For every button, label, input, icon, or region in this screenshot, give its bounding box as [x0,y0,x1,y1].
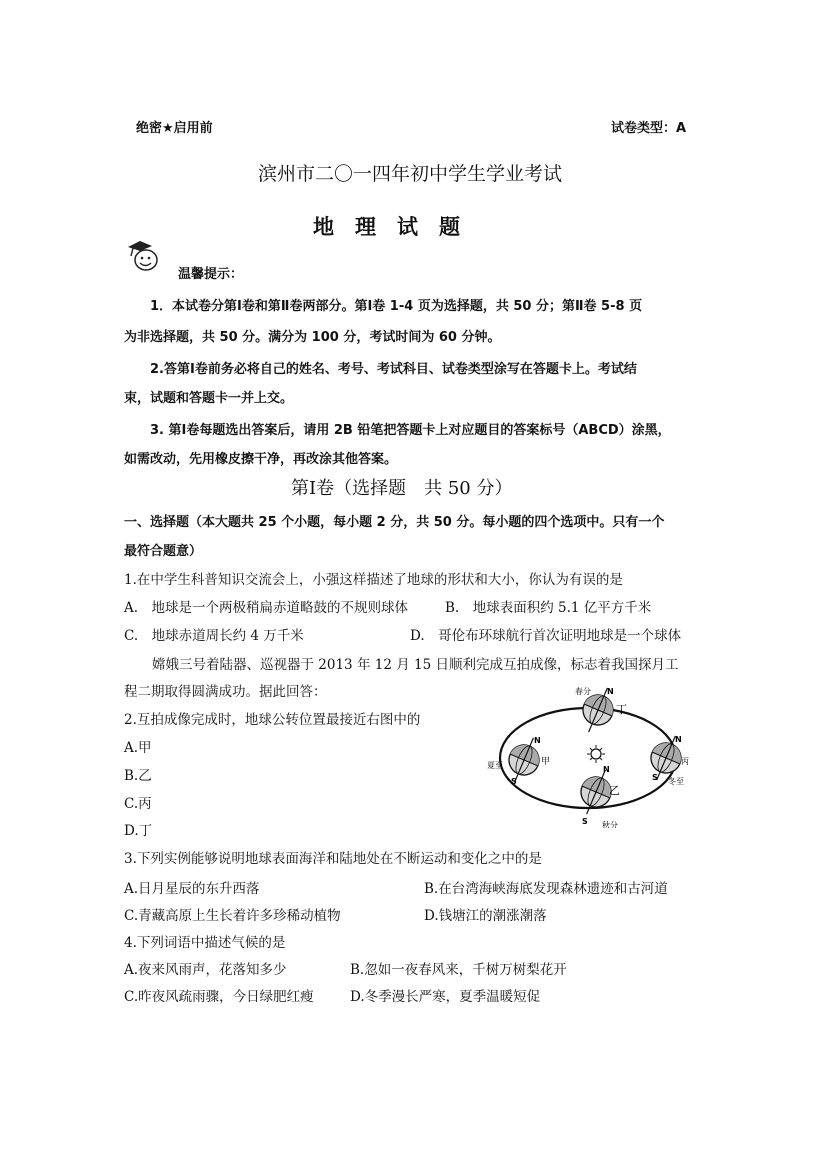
q4-option-c: C.昨夜风疏雨骤，今日绿肥红瘦 [124,989,314,1005]
q4-stem: 4.下列词语中描述气候的是 [124,935,286,951]
q2-option-c: C.丙 [124,796,152,812]
label-yi: 乙 [609,784,620,797]
tip-1-line-2: 为非选择题，共 50 分。满分为 100 分，考试时间为 60 分钟。 [124,330,501,345]
q2-stem: 2.互拍成像完成时，地球公转位置最接近右图中的 [124,712,421,728]
tip-2-line-1: 2.答第Ⅰ卷前务必将自己的姓名、考号、考试科目、试卷类型涂写在答题卡上。考试结 [150,362,637,377]
south-label-bing: S [652,773,658,782]
north-label-bing: N [675,735,682,744]
north-label-yi: N [603,765,610,774]
q3-option-d: D.钱塘江的潮涨潮落 [424,908,547,924]
earth-orbit-diagram [478,680,698,828]
label-summer: 夏至 [487,761,503,770]
q3-option-a: A.日月星辰的东升西落 [124,881,260,897]
q2-option-a: A.甲 [124,740,152,756]
south-label-jia: S [511,777,517,786]
section-title: 第Ⅰ卷（选择题 共 50 分） [291,478,513,499]
q1-stem: 1.在中学生科普知识交流会上，小强这样描述了地球的形状和大小，你认为有误的是 [124,572,623,588]
label-bing: 丙 [681,757,689,766]
north-label-jia: N [534,736,541,745]
q3-stem: 3.下列实例能够说明地球表面海洋和陆地处在不断运动和变化之中的是 [124,851,542,867]
south-label-yi: S [582,817,588,826]
passage-line-2: 程二期取得圆满成功。据此回答： [124,684,327,700]
q4-option-d: D.冬季漫长严寒，夏季温暖短促 [350,989,541,1005]
confidential-label: 绝密★启用前 [136,121,213,136]
subject-title: 地 理 试 题 [313,215,460,239]
tip-3-line-2: 如需改动，先用橡皮擦干净，再改涂其他答案。 [124,452,398,467]
label-autumn: 秋分 [602,821,618,828]
smiley-graduate-icon [124,238,166,274]
label-ding: 丁 [616,703,627,716]
q1-option-b: B. 地球表面积约 5.1 亿平方千米 [445,600,652,616]
q1-option-a: A. 地球是一个两极稍扁赤道略鼓的不规则球体 [124,600,409,616]
q3-option-c: C.青藏高原上生长着许多珍稀动植物 [124,908,341,924]
label-spring: 春分 [575,687,591,696]
sun-icon [587,745,605,763]
q1-option-c: C. 地球赤道周长约 4 万千米 [124,628,304,644]
tips-heading: 温馨提示： [178,267,244,282]
part-heading-line-1: 一、选择题（本大题共 25 个小题，每小题 2 分，共 50 分。每小题的四个选项中。只有一个 [124,515,665,530]
q1-option-d: D. 哥伦布环球航行首次证明地球是一个球体 [410,628,682,644]
tip-2-line-2: 束，试题和答题卡一并上交。 [124,391,294,406]
label-jia: 甲 [541,757,551,767]
q4-option-a: A.夜来风雨声，花落知多少 [124,962,287,978]
q2-option-b: B.乙 [124,768,152,784]
exam-title: 滨州市二〇一四年初中学生学业考试 [258,163,563,185]
tip-3-line-1: 3. 第Ⅰ卷每题选出答案后，请用 2B 铅笔把答题卡上对应题目的答案标号（ABCD）涂黑， [150,423,671,438]
q2-option-d: D.丁 [124,823,153,839]
label-winter: 冬至 [668,777,684,786]
paper-type-label: 试卷类型：A [611,121,687,136]
passage-line-1: 嫦娥三号着陆器、巡视器于 2013 年 12 月 15 日顺利完成互拍成像，标志着我国探月工 [152,657,679,673]
tip-1-line-1: 1．本试卷分第Ⅰ卷和第Ⅱ卷两部分。第Ⅰ卷 1-4 页为选择题，共 50 分；第Ⅱ卷 5-8 页 [150,299,643,314]
part-heading-line-2: 最符合题意） [124,544,203,559]
q3-option-b: B.在台湾海峡海底发现森林遗迹和古河道 [424,881,668,897]
north-label-ding: N [607,687,614,696]
q4-option-b: B.忽如一夜春风来，千树万树梨花开 [350,962,567,978]
